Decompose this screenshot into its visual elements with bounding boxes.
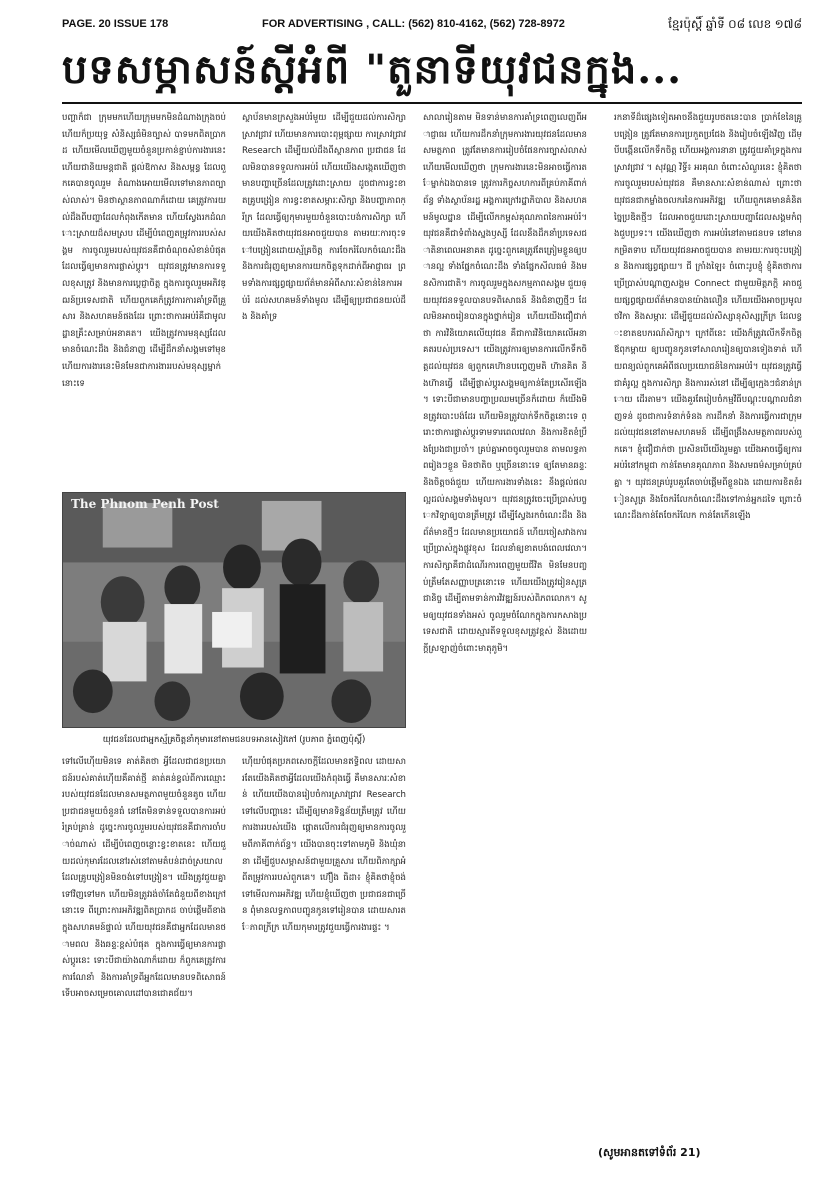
advertising-contact: FOR ADVERTISING , CALL: (562) 810-4162, (562) 728-8972: [262, 18, 565, 30]
body-column-2: ស្ថាប័នមានក្រសួងអប់រំមួយ ដើម្បីជួយដល់ការសិក្សា ស្រាវជ្រាវ ហើយមានការបោះពុម្ពផ្សាយ ការស្រាវជ្រាវ Research ដើម្បីយល់ដឹងពីស្ថានភាព ប្រជាជន ដែលមិនបានទទួលការអប់រំ ហើយយើងសង្កេតឃើញថា មានបញ្ហាច្រើនដែលត្រូវដោះស្រាយ ដូចជាការខ្វះខាតគ្រូបង្រៀន ការខ្វះខាតសម្ភារៈសិក្សា និងបញ្ហាភាពក្រីក្រ ដែលធ្វើឲ្យកុមារមួយចំនួនបោះបង់ការសិក្សា ហើយយើងគិតថាយុវជនអាចជួយបាន តាមរយៈការចុះទៅបង្រៀនដោយស្ម័គ្រចិត្ត ការចែករំលែកចំណេះដឹង និងការជំរុញឲ្យមានការយកចិត្តទុកដាក់ពីអាជ្ញាធរ ព្រមទាំងការផ្សព្វផ្សាយព័ត៌មានអំពីសារៈសំខាន់នៃការអប់រំ ដល់សហគមន៍ទាំងមូល ដើម្បីឲ្យប្រជាជនយល់ដឹង និងគាំទ្រ: [242, 113, 406, 323]
page-header: [62, 14, 802, 34]
khmer-issue-label: ខ្មែរប៉ុស្ដិ៍ ឆ្នាំទី ០៨ លេខ ១៧៨: [668, 17, 802, 31]
photo-watermark: The Phnom Penh Post: [71, 497, 219, 511]
page-issue-label: PAGE. 20 ISSUE 178: [62, 18, 169, 30]
photo-caption: យុវជនដែលជាអ្នកស្ម័គ្រចិត្តនាំកុមារនៅតាមជនបទអានសៀវភៅ (រូបភាព ភ្នំពេញប៉ុស្តិ៍): [102, 735, 366, 745]
body-column-3: សាលារៀនតាម មិនទាន់មានការគាំទ្រពេញលេញពីអាជ្ញាធរ ហើយការដឹកនាំក្រុមការងារយុវជនដែលមានសមត្ថភាព ត្រូវតែមានការរៀបចំផែនការច្បាស់លាស់ ហើយមើលឃើញថា ក្រុមការងារនេះមិនអាចធ្វើការតែម្នាក់ឯងបានទេ ត្រូវការកិច្ចសហការពីគ្រប់ភាគីពាក់ព័ន្ធ ទាំងស្ថាប័នរដ្ឋ អង្គការក្រៅរដ្ឋាភិបាល និងសហគមន៍មូលដ្ឋាន ដើម្បីលើកកម្ពស់គុណភាពនៃការអប់រំ។ យុវជនគឺជាទំពាំងស្នងឫស្សី ដែលនឹងដឹកនាំប្រទេសជាតិនាពេលអនាគត ដូច្នេះពួកគេត្រូវតែត្រៀមខ្លួនឲ្យបានល្អ ទាំងផ្នែកចំណេះដឹង ទាំងផ្នែកសីលធម៌ និងមនសិការជាតិ។ ការចូលរួមក្នុងសកម្មភាពសង្គម ជួយឲ្យយុវជនទទួលបានបទពិសោធន៍ និងជំនាញថ្មីៗ ដែលមិនអាចរៀនបានក្នុងថ្នាក់រៀន ហើយយើងជឿជាក់ថា ការវិនិយោគលើយុវជន គឺជាការវិនិយោគលើអនាគតរបស់ប្រទេស។ យើងត្រូវការឲ្យមានការលើកទឹកចិត្តដល់យុវជន ឲ្យពួកគេហ៊ានបញ្ចេញមតិ ហ៊ានគិត និងហ៊ានធ្វើ ដើម្បីផ្លាស់ប្ដូរសង្គមឲ្យកាន់តែប្រសើរឡើង។ ទោះបីជាមានបញ្ហាប្រឈមច្រើនក៏ដោយ ក៏យើងមិនត្រូវបោះបង់ដែរ ហើយមិនត្រូវបាក់ទឹកចិត្តនោះទេ ព្រោះថាការផ្លាស់ប្ដូរទាមទារពេលវេលា និងការខិតខំប្រឹងប្រែងជាប្រចាំ។ គ្រប់គ្នាអាចចូលរួមបាន តាមលទ្ធភាពរៀងៗខ្លួន មិនថាតិច ឬច្រើននោះទេ ឲ្យតែមានឆន្ទៈ និងចិត្តចង់ជួយ ហើយការងារទាំងនេះ នឹងផ្ដល់ផលល្អដល់សង្គមទាំងមូល។ យុវជនត្រូវចេះប្រើប្រាស់បច្ចេកវិទ្យាឲ្យបានត្រឹមត្រូវ ដើម្បីស្វែងរកចំណេះដឹង និងព័ត៌មានថ្មីៗ ដែលមានប្រយោជន៍ ហើយចៀសវាងការប្រើប្រាស់ក្នុងផ្លូវខុស ដែលនាំឲ្យខាតបង់ពេលវេលា។ ការសិក្សាគឺជាដំណើរការពេញមួយជីវិត មិនមែនបញ្ចប់ត្រឹមតែសញ្ញាបត្រនោះទេ ហើយយើងត្រូវរៀនសូត្រជានិច្ច ដើម្បីតាមទាន់ការវិវឌ្ឍន៍របស់ពិភពលោក។ សូមឲ្យយុវជនទាំងអស់ ចូលរួមចំណែកក្នុងការកសាងប្រទេសជាតិ ដោយស្មារតីទទួលខុសត្រូវខ្ពស់ និងដោយក្ដីស្រឡាញ់ចំពោះមាតុភូមិ។: [423, 113, 587, 654]
article-photo: [62, 492, 406, 728]
body-column-4: រកនាទីដ៏ផ្សេងទៀតអាចនឹងជួយរូបថតនេះបាន ប្រាក់ខែនៃគ្រូបង្រៀន ត្រូវតែមានការប្រកួតប្រជែង និងរៀបចំឡើងវិញ ដើម្បីបង្កើនលើកទឹកចិត្ត ហើយអង្គការនានា ត្រូវជួយគាំទ្រក្នុងការស្រាវជ្រាវ ។ សុវណ្ណ វិទ្ធី៖ អរគុណ ចំពោះសំណួរនេះ ខ្ញុំគិតថា ការចូលរួមរបស់យុវជន គឺមានសារៈសំខាន់ណាស់ ព្រោះថាយុវជនជាកម្លាំងចលករនៃការអភិវឌ្ឍ ហើយពួកគេមានគំនិតច្នៃប្រឌិតថ្មីៗ ដែលអាចជួយដោះស្រាយបញ្ហាដែលសង្គមកំពុងជួបប្រទះ។ យើងឃើញថា ការអប់រំនៅតាមជនបទ នៅមានកម្រិតទាប ហើយយុវជនអាចជួយបាន តាមរយៈការចុះបង្រៀន និងការផ្សព្វផ្សាយ។ ជី ក្រាំងឡៃ៖ ចំពោះរូបខ្ញុំ ខ្ញុំគិតថាការប្រើប្រាស់បណ្ដាញសង្គម Connect ជាមួយមិត្តភក្តិ អាចជួយផ្សព្វផ្សាយព័ត៌មានបានយ៉ាងលឿន ហើយយើងអាចប្រមូលថវិកា និងសម្ភារៈ ដើម្បីជួយដល់សិស្សានុសិស្សក្រីក្រ ដែលខ្វះខាតឧបករណ៍សិក្សា។ ក្រៅពីនេះ យើងក៏ត្រូវលើកទឹកចិត្តឪពុកម្ដាយ ឲ្យបញ្ជូនកូនទៅសាលារៀនឲ្យបានទៀងទាត់ ហើយពន្យល់ពួកគេអំពីផលប្រយោជន៍នៃការអប់រំ។ យុវជនត្រូវធ្វើជាគំរូល្អ ក្នុងការសិក្សា និងការរស់នៅ ដើម្បីឲ្យក្មេងៗជំនាន់ក្រោយ ដើរតាម។ យើងគួរតែរៀបចំកម្មវិធីបណ្ដុះបណ្ដាលជំនាញទន់ ដូចជាការទំនាក់ទំនង ការដឹកនាំ និងការធ្វើការជាក្រុម ដល់យុវជននៅតាមសហគមន៍ ដើម្បីពង្រឹងសមត្ថភាពរបស់ពួកគេ។ ខ្ញុំជឿជាក់ថា ប្រសិនបើយើងរួមគ្នា យើងអាចធ្វើឲ្យការអប់រំនៅកម្ពុជា កាន់តែមានគុណភាព និងសមធម៌សម្រាប់គ្រប់គ្នា ។ យុវជនគ្រប់រូបគួរតែចាប់ផ្ដើមពីខ្លួនឯង ដោយការខិតខំរៀនសូត្រ និងចែករំលែកចំណេះដឹងទៅកាន់អ្នកដទៃ ព្រោះចំណេះដឹងកាន់តែចែករំលែក កាន់តែកើនឡើង: [614, 113, 802, 522]
body-column-1: បញ្ហាក៏ជា ក្រុមមកហើយក្រុមមកមិនដំណាងក្រុងចប់ ហើយក៏ប្រយុទ្ធ សំនិស្សធំមិនច្បាស់ បាទមកពិតប្រាកដ ហើយមើលឃើញមួយចំនួនប្រកាន់ខ្ជាប់ការងារនេះ ហើយជានិយមន្តជាតិ ផ្ដល់ឱកាស និងសម្ពន្ធ ដែលពួកគេបានចូលរួម តំណាងអោយមើលទៅមានភាពច្បាស់លាស់។ មិនថាស្ថានភាពណាក៏ដោយ គេត្រូវការយល់ដឹងពីបញ្ហាដែលកំពុងកើតមាន ហើយស្វែងរកដំណោះស្រាយដ៏សមស្រប ដើម្បីបំពេញតម្រូវការរបស់សង្គម ការចូលរួមរបស់យុវជនគឺជាចំណុចសំខាន់បំផុត ដែលធ្វើឲ្យមានការផ្លាស់ប្ដូរ។ យុវជនត្រូវមានការទទួលខុសត្រូវ និងមានការប្ដេជ្ញាចិត្ត ក្នុងការចូលរួមអភិវឌ្ឍន៍ប្រទេសជាតិ ហើយពួកគេក៏ត្រូវការការគាំទ្រពីគ្រួសារ និងសហគមន៍ផងដែរ ព្រោះថាការអប់រំគឺជាមូលដ្ឋានគ្រឹះសម្រាប់អនាគត។ យើងត្រូវការមនុស្សដែលមានចំណេះដឹង និងជំនាញ ដើម្បីដឹកនាំសង្គមទៅមុខ ហើយការងារនេះមិនមែនជាការងាររបស់មនុស្សម្នាក់នោះទេ: [62, 113, 226, 389]
body-column-1-continued: ទៅលើហ៊ើយមិនទេ គាត់គិតថា អ្វីដែលជាជនប្រយោជន៍របស់គាត់ហ៊ើយគឺគាត់ថ្មី គាត់គន់ខ្វល់ពីការឈ្មោះរបស់យុវជនដែលមានសមត្ថភាពមួយចំនួនតូច ហើយប្រជាជនមួយចំនួនធំ នៅតែមិនទាន់ទទួលបានការអប់រំគ្រប់គ្រាន់ ដូច្នេះការចូលរួមរបស់យុវជនគឺជាការចាំបាច់ណាស់ ដើម្បីបំពេញចន្លោះខ្វះខាតនេះ ហើយជួយដល់កុមារដែលនៅរស់នៅតាមតំបន់ដាច់ស្រយាល ដែលគ្រូបង្រៀនមិនចង់ទៅបង្រៀន។ យើងត្រូវជួយគ្នាទៅវិញទៅមក ហើយមិនត្រូវរង់ចាំតែជំនួយពីខាងក្រៅនោះទេ ពីព្រោះការអភិវឌ្ឍពិតប្រាកដ ចាប់ផ្ដើមពីខាងក្នុងសហគមន៍ផ្ទាល់ ហើយយុវជនគឺជាអ្នកដែលមានថាមពល និងឆន្ទៈខ្ពស់បំផុត ក្នុងការធ្វើឲ្យមានការផ្លាស់ប្ដូរនេះ ទោះបីជាយ៉ាងណាក៏ដោយ ក៏ពួកគេត្រូវការការណែនាំ និងការគាំទ្រពីអ្នកដែលមានបទពិសោធន៍ ទើបអាចសម្រេចគោលដៅបានជោគជ័យ។: [62, 757, 226, 1000]
body-column-2-continued: ហ៊ើយបំផុតប្រភពសេចក្ដីដែលមានឥទ្ធិពល ដោយសារតែយើងគិតថាអ្វីដែលយើងកំពុងធ្វើ គឺមានសារៈសំខាន់ ហើយយើងបានរៀបចំការស្រាវជ្រាវ Research ទៅលើបញ្ហានេះ ដើម្បីឲ្យមានទិន្នន័យត្រឹមត្រូវ ហើយការងាររបស់យើង ផ្តោតលើការជំរុញឲ្យមានការចូលរួមពីភាគីពាក់ព័ន្ធ។ យើងបានចុះទៅតាមភូមិ និងឃុំនានា ដើម្បីជួបសម្ភាសន៍ជាមួយគ្រួសារ ហើយពិភាក្សាអំពីតម្រូវការរបស់ពួកគេ។ ហ៊ឿង ធិដា៖ ខ្ញុំគិតថាខ្ញុំចង់ទៅមើលការអភិវឌ្ឍ ហើយខ្ញុំឃើញថា ប្រជាជនជាច្រើន ពុំមានលទ្ធភាពបញ្ជូនកូនទៅរៀនបាន ដោយសារតែភាពក្រីក្រ ហើយកុមារត្រូវជួយធ្វើការងារផ្ទះ ។: [242, 757, 406, 933]
headline-rule: [62, 102, 802, 104]
classroom-photo: [63, 493, 405, 727]
article-headline: បទសម្ភាសន៍ស្ដីអំពី "តួនាទីយុវជនក្នុង...: [62, 46, 683, 93]
continued-on-page-note: (សូមអានតទៅទំព័រ 21): [598, 1146, 701, 1159]
